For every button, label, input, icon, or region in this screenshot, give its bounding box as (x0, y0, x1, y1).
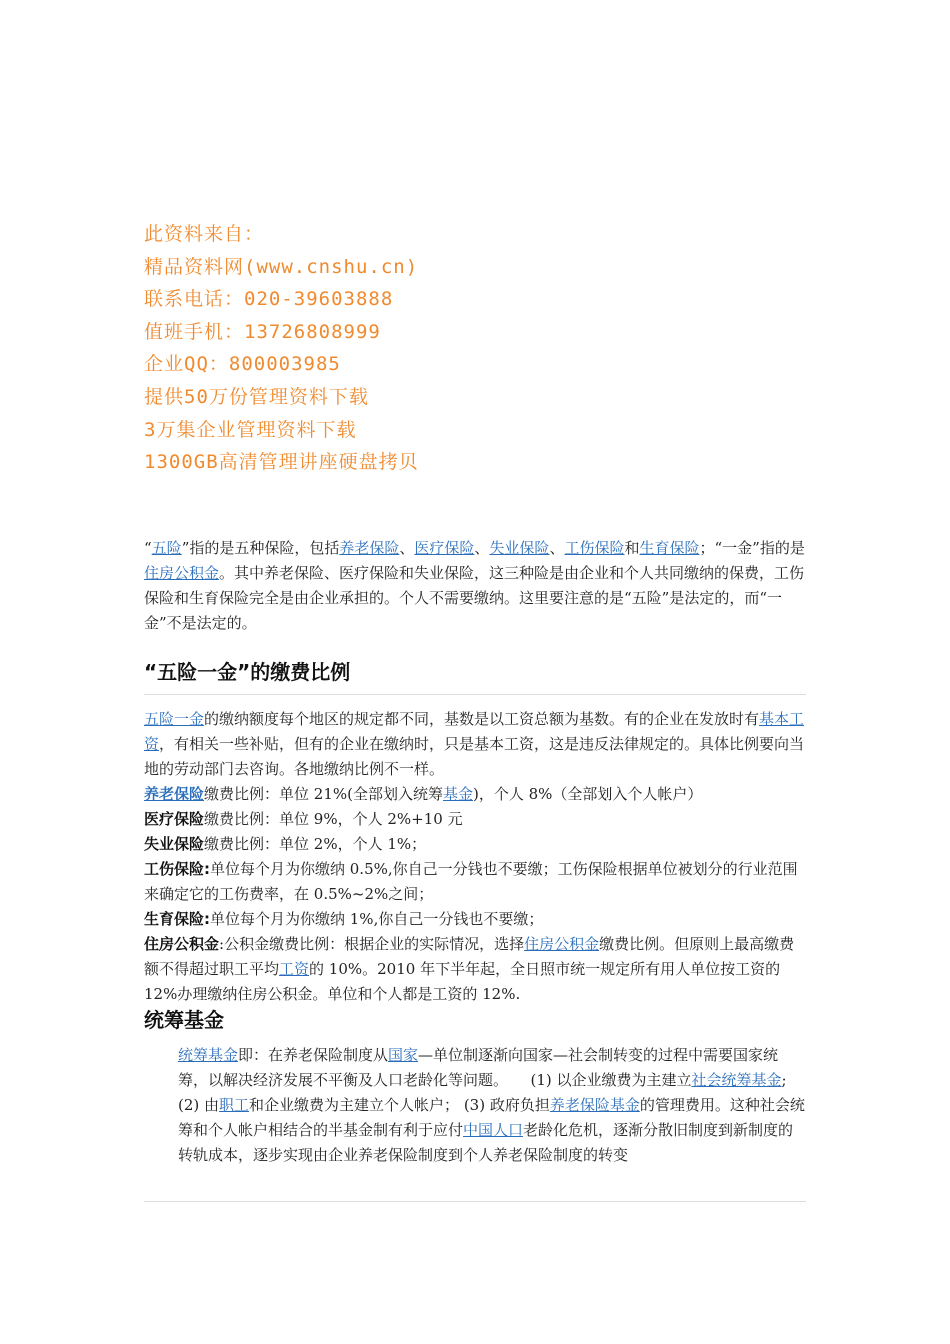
link-yiliao[interactable]: 医疗保险 (414, 539, 475, 557)
section-title-rates: “五险一金”的缴费比例 (144, 660, 351, 684)
link-gongshang[interactable]: 工伤保险 (564, 539, 625, 557)
link-jijin[interactable]: 基金 (442, 785, 473, 803)
rate-shengyu: 生育保险:单位每个月为你缴纳 1%,你自己一分钱也不要缴； (144, 910, 544, 928)
fund-section (144, 1043, 806, 1168)
link-gongzi[interactable]: 工资 (279, 960, 310, 978)
divider-bottom (144, 1201, 806, 1202)
promo-line-site[interactable]: 精品资料网(www.cnshu.cn) (144, 255, 419, 278)
rate-zhufang: 住房公积金:公积金缴费比例：根据企业的实际情况，选择住房公积金缴费比例。但原则上最高缴费额不得超过职工平均工资的 10%。2010 年下半年起，全日照市统一规定所有用人单位按工资的 12%办理缴纳住房公积金。单位和个人都是工资的 12%. (144, 935, 795, 1003)
link-wuxian[interactable]: 五险 (151, 539, 182, 557)
rate-yanglao: 养老保险缴费比例：单位 21%(全部划入统筹基金)，个人 8%（全部划入个人帐户） (144, 785, 703, 803)
promo-line-disk: 1300GB高清管理讲座硬盘拷贝 (144, 451, 419, 474)
link-shiye[interactable]: 失业保险 (489, 539, 550, 557)
fund-paragraph: 统筹基金即：在养老保险制度从国家—单位制逐渐向国家—社会制转变的过程中需要国家统筹，以解决经济发展不平衡及人口老龄化等问题。 (1) 以企业缴费为主建立社会统筹基金; (2) 由职工和企业缴费为主建立个人帐户； (3) 政府负担养老保险基金的管理费用。这种社会统筹和个人帐户相结合的半基金制有利于应付中国人口老龄化危机，逐渐分散旧制度到新制度的转轨成本，逐步实现由企业养老保险制度到个人养老保险制度的转变 (178, 1046, 805, 1164)
divider-top (144, 694, 806, 695)
link-zhongguorenkou[interactable]: 中国人口 (463, 1121, 524, 1139)
rates-section (144, 707, 806, 1007)
promo-line-qq: 企业QQ：800003985 (144, 353, 341, 376)
intro-paragraph: “五险”指的是五种保险，包括养老保险、医疗保险、失业保险、工伤保险和生育保险；“一金”指的是住房公积金。其中养老保险、医疗保险和失业保险，这三种险是由企业和个人共同缴纳的保费，工伤保险和生育保险完全是由企业承担的。个人不需要缴纳。这里要注意的是“五险”是法定的，而“一金”不是法定的。 (144, 539, 805, 632)
link-jibengongzi[interactable]: 基本工资 (144, 710, 805, 753)
link-yanglaobaoxianjijin[interactable]: 养老保险基金 (549, 1096, 640, 1114)
link-zhufanggongjijin[interactable]: 住房公积金 (524, 935, 600, 953)
section-title-fund: 统筹基金 (144, 1008, 224, 1032)
promo-line-videos: 3万集企业管理资料下载 (144, 418, 357, 441)
rates-intro: 五险一金的缴纳额度每个地区的规定都不同，基数是以工资总额为基数。有的企业在发放时有基本工资，有相关一些补贴，但有的企业在缴纳时，只是基本工资，这是违反法律规定的。具体比例要向当地的劳动部门去咨询。各地缴纳比例不一样。 (144, 710, 805, 778)
link-shengyu[interactable]: 生育保险 (639, 539, 700, 557)
rate-gongshang: 工伤保险:单位每个月为你缴纳 0.5%,你自己一分钱也不要缴；工伤保险根据单位被划分的行业范围来确定它的工伤费率，在 0.5%~2%之间； (144, 860, 798, 903)
link-shehuitongchoujijin[interactable]: 社会统筹基金 (691, 1071, 782, 1089)
promo-block (144, 218, 644, 479)
link-zhufang[interactable]: 住房公积金 (144, 564, 220, 582)
link-yanglao-bold[interactable]: 养老保险 (144, 785, 205, 803)
promo-line-docs: 提供50万份管理资料下载 (144, 385, 369, 408)
link-yanglao[interactable]: 养老保险 (339, 539, 400, 557)
promo-line-mobile: 值班手机：13726808999 (144, 320, 381, 343)
link-tongchoujijin[interactable]: 统筹基金 (178, 1046, 239, 1064)
link-wuxianyijin[interactable]: 五险一金 (144, 710, 205, 728)
link-zhigong[interactable]: 职工 (219, 1096, 250, 1114)
rate-yiliao: 医疗保险缴费比例：单位 9%，个人 2%+10 元 (144, 810, 463, 828)
rate-shiye: 失业保险缴费比例：单位 2%，个人 1%； (144, 835, 427, 853)
link-guojia[interactable]: 国家 (388, 1046, 419, 1064)
promo-line-phone: 联系电话：020-39603888 (144, 288, 394, 311)
promo-line-source: 此资料来自： (144, 223, 265, 245)
